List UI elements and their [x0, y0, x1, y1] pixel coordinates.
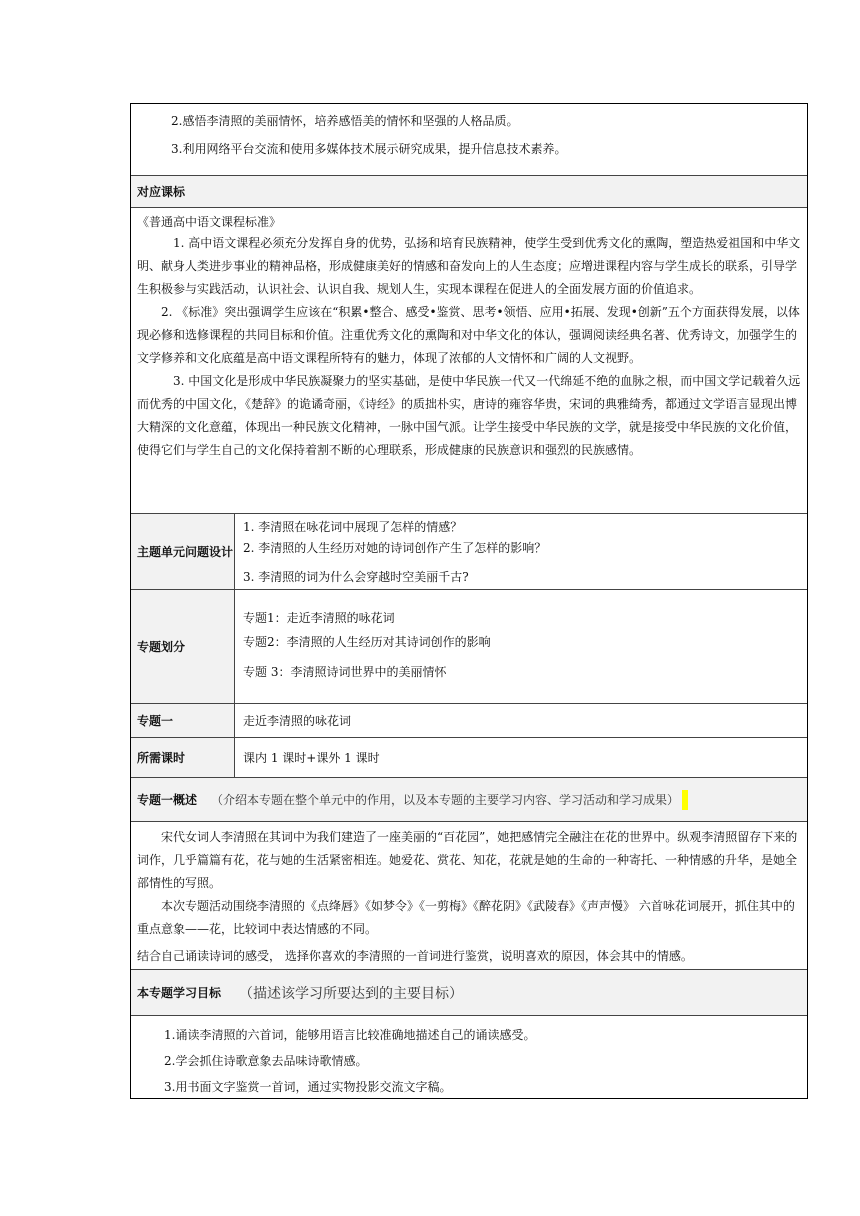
hours-value: 课内 1 课时+课外 1 课时: [243, 751, 380, 765]
overview-hint: （介绍本专题在整个单元中的作用，以及本专题的主要学习内容、学习活动和学习成果）: [211, 793, 680, 807]
goals-label: 本专题学习目标: [137, 986, 222, 1000]
standard-para-2: 2. 《标准》突出强调学生应该在“积累•整合、感受•鉴赏、思考•领悟、应用•拓展、发现•创新”五个方面获得发展，以体现必修和选修课程的共同目标和价值。注重优秀文化的熏陶和对中华文化的体认，强调阅读经典名著、优秀诗文，加强学生的文学修养和文化底蕴是高中语文课程所特有的魅力，体现了浓郁的人文情怀和广阔的人文视野。: [137, 305, 800, 365]
topic-item-1: 专题1：走近李清照的咏花词: [243, 611, 395, 625]
goal-2: 2.学会抓住诗歌意象去品味诗歌情感。: [164, 1054, 368, 1068]
standard-header-label: 对应课标: [137, 185, 186, 199]
question-1: 1. 李清照在咏花词中展现了怎样的情感？: [243, 520, 463, 534]
standard-para-3: 3. 中国文化是形成中华民族凝聚力的坚实基础，是使中华民族一代又一代绵延不绝的血脉之根，而中国文学记载着久远而优秀的中国文化，《楚辞》的诡谲奇丽，《诗经》的质拙朴实，唐诗的雍容华贵，宋词的典雅绮秀，都通过文学语言显现出博大精深的文化意蕴，体现出一种民族文化精神，一脉中国气派。让学生接受中华民族的文学，就是接受中华民族的文化价值，使得它们与学生自己的文化保持着割不断的心理联系，形成健康的民族意识和强烈的民族感情。: [137, 374, 801, 457]
standard-content: [131, 207, 807, 513]
hours-row: [131, 737, 807, 777]
prior-goal-3: 3.利用网络平台交流和使用多媒体技术展示研究成果，提升信息技术素养。: [171, 142, 567, 156]
question-3: 3. 李清照的词为什么会穿越时空美丽千古?: [243, 570, 469, 584]
questions-row: [131, 513, 807, 589]
question-2: 2. 李清照的人生经历对她的诗词创作产生了怎样的影响？: [243, 541, 547, 555]
overview-para-2: 本次专题活动围绕李清照的《点绛唇》《如梦令》《一剪梅》《醉花阴》《武陵春》《声声慢》 六首咏花词展开，抓住其中的重点意象——花，比较词中表达情感的不同。: [137, 899, 795, 936]
topic1-value: 走近李清照的咏花词: [243, 714, 352, 728]
questions-label: 主题单元问题设计: [131, 514, 235, 589]
goals-hint: （描述该学习所要达到的主要目标）: [239, 985, 464, 1002]
overview-para-3: 结合自己诵读诗词的感受， 选择你喜欢的李清照的一首词进行鉴赏，说明喜欢的原因，体会其中的情感。: [137, 949, 693, 963]
standard-header: [131, 175, 807, 207]
topic-item-3: 专题 3：李清照诗词世界中的美丽情怀: [243, 665, 447, 679]
highlight-mark: [682, 790, 688, 810]
hours-label: 所需课时: [131, 738, 235, 777]
goal-1: 1.诵读李清照的六首词，能够用语言比较准确地描述自己的诵读感受。: [164, 1028, 536, 1042]
overview-para-1: 宋代女词人李清照在其词中为我们建造了一座美丽的“百花园”，她把感情完全融注在花的世界中。纵观李清照留存下来的词作，几乎篇篇有花，花与她的生活紧密相连。她爱花、赏花、知花，花就是她的生命的一种寄托、一种情感的升华，是她全部情性的写照。: [137, 830, 798, 890]
goals-header: [131, 969, 807, 1015]
goals-content: [131, 1015, 807, 1099]
overview-content: [131, 821, 807, 969]
standard-para-1: 1. 高中语文课程必须充分发挥自身的优势，弘扬和培育民族精神，使学生受到优秀文化的熏陶，塑造热爱祖国和中华文明、献身人类进步事业的精神品格，形成健康美好的情感和奋发向上的人生态度；应增进课程内容与学生成长的联系，引导学生积极参与实践活动，认识社会、认识自我、规划人生，实现本课程在促进人的全面发展方面的价值追求。: [137, 236, 801, 296]
topic1-row: [131, 703, 807, 737]
topics-row: [131, 589, 807, 703]
questions-list: [235, 514, 807, 589]
overview-header: [131, 777, 807, 821]
prior-goals-row: [131, 103, 807, 175]
goal-3: 3.用书面文字鉴赏一首词，通过实物投影交流文字稿。: [164, 1080, 452, 1094]
topic1-label: 专题一: [131, 704, 235, 737]
topics-list: [235, 590, 807, 703]
topics-label: 专题划分: [131, 590, 235, 703]
lesson-plan-table: [130, 103, 808, 1099]
overview-label: 专题一概述: [137, 793, 198, 807]
prior-goal-2: 2.感悟李清照的美丽情怀，培养感悟美的情怀和坚强的人格品质。: [171, 114, 519, 128]
topic-item-2: 专题2：李清照的人生经历对其诗词创作的影响: [243, 635, 491, 649]
standard-title: 《普通高中语文课程标准》: [137, 215, 282, 229]
